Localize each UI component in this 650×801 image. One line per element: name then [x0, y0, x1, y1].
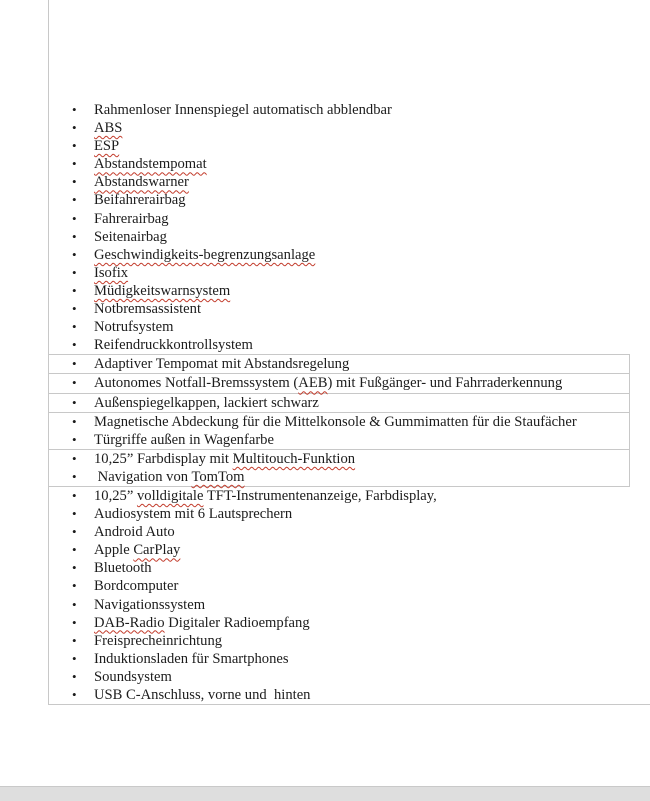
- list-item-text: Bordcomputer: [94, 578, 179, 595]
- list-item: [49, 155, 630, 173]
- list-item-text: Fahrerairbag: [94, 210, 169, 227]
- bullet-icon: •: [72, 120, 77, 136]
- misspelled-text: Abstandstempomat: [94, 156, 207, 173]
- list-item: [49, 541, 630, 559]
- bullet-icon: •: [72, 138, 77, 154]
- misspelled-text: Abstandswarner: [94, 174, 189, 191]
- bullet-icon: •: [72, 431, 77, 447]
- list-item: [49, 137, 630, 155]
- misspelled-text: Geschwindigkeits-begrenzungsanlage: [94, 246, 316, 263]
- list-item-text: USB C-Anschluss, vorne und hinten: [94, 687, 311, 703]
- bullet-icon: •: [72, 578, 77, 594]
- list-item: [49, 487, 630, 505]
- list-item: [49, 523, 630, 541]
- list-item-text: 10,25” Farbdisplay mit Multitouch-Funktion: [94, 450, 356, 467]
- list-item: [49, 450, 629, 468]
- list-item-text: Audiosystem mit 6 Lautsprechern: [94, 506, 293, 523]
- table-cell: [48, 355, 630, 374]
- list-item-text: Bluetooth: [94, 560, 152, 577]
- bullet-icon: •: [72, 614, 77, 630]
- list-item: [49, 650, 630, 668]
- page-bottom-margin-area: [0, 786, 650, 801]
- list-item-text: [94, 156, 207, 172]
- misspelled-text: Isofix: [94, 264, 129, 281]
- bullet-icon: •: [72, 394, 77, 410]
- list-item-text: Türgriffe außen in Wagenfarbe: [94, 431, 274, 448]
- bullet-icon: •: [72, 337, 77, 353]
- list-item: [49, 119, 630, 137]
- list-item: [49, 559, 630, 577]
- list-item: [49, 596, 630, 614]
- list-item-text: DAB-Radio Digitaler Radioempfang: [94, 614, 310, 631]
- bullet-icon: •: [72, 246, 77, 262]
- list-item: [49, 374, 629, 392]
- feature-table: [48, 0, 630, 705]
- misspelled-text: AEB: [298, 375, 328, 392]
- list-item: [49, 173, 630, 191]
- table-cell: [48, 487, 630, 705]
- list-item-text: Navigationssystem: [94, 596, 206, 613]
- list-item: [49, 210, 630, 228]
- bullet-icon: •: [72, 228, 77, 244]
- list-item: [49, 413, 629, 431]
- list-item-text: [94, 283, 230, 299]
- list-item-text: Autonomes Notfall-Bremssystem (AEB) mit Fußgänger- und Fahrraderkennung: [94, 375, 563, 392]
- bullet-icon: •: [72, 468, 77, 484]
- list-item-text: Apple CarPlay: [94, 542, 181, 559]
- list-item: [49, 394, 629, 412]
- list-item-text: [94, 138, 119, 154]
- table-cell: [48, 450, 630, 487]
- list-item-text: [94, 120, 122, 136]
- list-item-text: 10,25” volldigitale TFT-Instrumentenanzeige, Farbdisplay,: [94, 487, 437, 504]
- misspelled-text: ABS: [94, 120, 123, 137]
- list-item: [49, 505, 630, 523]
- list-item: [49, 468, 629, 486]
- list-item-text: [94, 247, 315, 263]
- list-item-text: Android Auto: [94, 524, 175, 541]
- list-item: [49, 431, 629, 449]
- bullet-icon: •: [72, 450, 77, 466]
- list-item: [49, 632, 630, 650]
- misspelled-text: DAB-Radio: [94, 614, 165, 631]
- table-cell: [48, 413, 630, 450]
- bullet-icon: •: [72, 487, 77, 503]
- bullet-icon: •: [72, 524, 77, 540]
- list-item-text: Soundsystem: [94, 668, 172, 685]
- list-item: [49, 668, 630, 686]
- bullet-icon: •: [72, 650, 77, 666]
- list-item: [49, 228, 630, 246]
- bullet-icon: •: [72, 301, 77, 317]
- bullet-icon: •: [72, 413, 77, 429]
- list-item-text: Adaptiver Tempomat mit Abstandsregelung: [94, 356, 350, 373]
- table-cell: [48, 394, 630, 413]
- bullet-icon: •: [72, 264, 77, 280]
- table-cell: [48, 374, 630, 393]
- list-item-text: Freisprecheinrichtung: [94, 632, 223, 649]
- list-item: [49, 318, 630, 336]
- bullet-icon: •: [72, 192, 77, 208]
- list-item-text: Beifahrerairbag: [94, 192, 186, 209]
- misspelled-text: CarPlay: [133, 542, 181, 559]
- list-item: [49, 264, 630, 282]
- list-item-text: Magnetische Abdeckung für die Mittelkonsole & Gummimatten für die Staufächer: [94, 413, 577, 430]
- list-item: [49, 577, 630, 595]
- list-item: [49, 282, 630, 300]
- list-item: [49, 686, 630, 704]
- misspelled-text: ESP: [94, 138, 120, 155]
- bullet-icon: •: [72, 282, 77, 298]
- bullet-icon: •: [72, 506, 77, 522]
- list-item-text: Außenspiegelkappen, lackiert schwarz: [94, 394, 319, 411]
- list-item: [49, 614, 630, 632]
- misspelled-text: Multitouch-Funktion: [232, 450, 356, 467]
- misspelled-text: TomTom: [191, 468, 245, 485]
- list-item: [49, 101, 630, 119]
- list-item-text: Induktionsladen für Smartphones: [94, 650, 289, 667]
- list-item: [49, 300, 630, 318]
- bullet-icon: •: [72, 210, 77, 226]
- list-item-text: Seitenairbag: [94, 228, 167, 245]
- list-item-text: [94, 174, 189, 190]
- bullet-icon: •: [72, 375, 77, 391]
- list-item-text: Reifendruckkontrollsystem: [94, 337, 253, 354]
- list-item: [49, 191, 630, 209]
- bullet-icon: •: [72, 687, 77, 702]
- list-item-text: Notrufsystem: [94, 319, 174, 336]
- bullet-icon: •: [72, 102, 77, 117]
- bullet-icon: •: [72, 632, 77, 648]
- list-item-text: Notbremsassistent: [94, 301, 202, 318]
- table-cell: [48, 0, 630, 355]
- bullet-icon: •: [72, 356, 77, 372]
- list-item: [49, 246, 630, 264]
- bullet-icon: •: [72, 668, 77, 684]
- bullet-icon: •: [72, 542, 77, 558]
- list-item-text: Navigation von TomTom: [94, 468, 245, 485]
- table-bottom-gridline: [48, 704, 650, 705]
- misspelled-text: Müdigkeitswarnsystem: [94, 282, 231, 299]
- list-item-text: [94, 265, 128, 281]
- list-item: [49, 355, 629, 373]
- bullet-icon: •: [72, 174, 77, 190]
- bullet-icon: •: [72, 560, 77, 576]
- bullet-icon: •: [72, 156, 77, 172]
- list-item: [49, 336, 630, 354]
- list-item-text: Rahmenloser Innenspiegel automatisch abblendbar: [94, 102, 392, 118]
- bullet-icon: •: [72, 596, 77, 612]
- bullet-icon: •: [72, 319, 77, 335]
- misspelled-text: volldigitale: [136, 487, 204, 504]
